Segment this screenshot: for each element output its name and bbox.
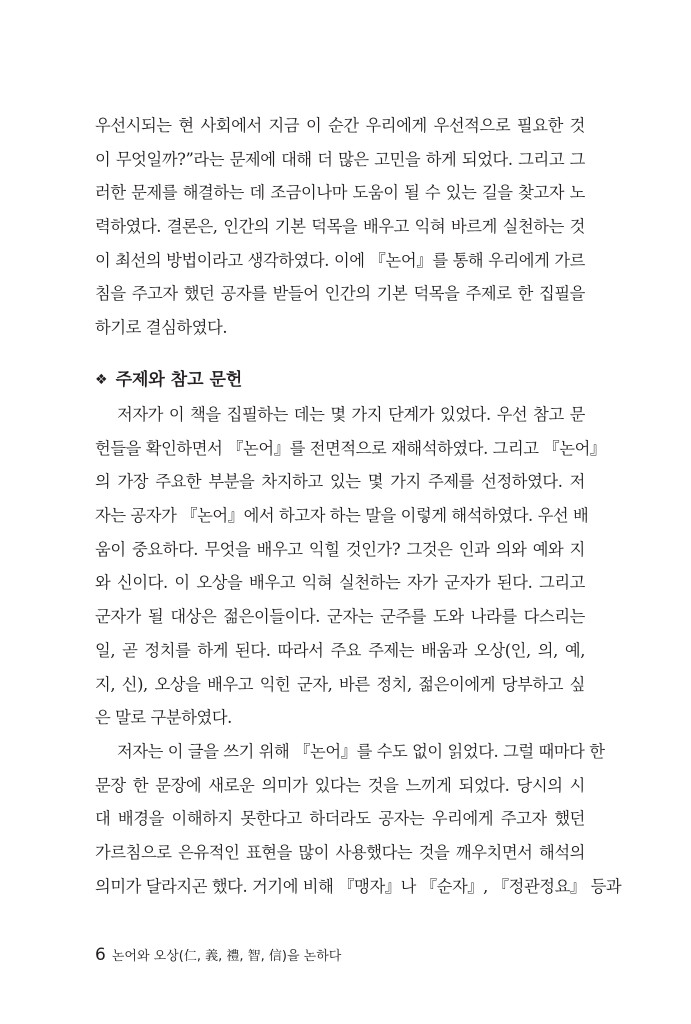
text-line: 우선시되는 현 사회에서 지금 이 순간 우리에게 우선적으로 필요한 것 — [95, 116, 585, 135]
text-line: 가르침으로 은유적인 표현을 많이 사용했다는 것을 깨우치면서 해석의 — [95, 842, 585, 862]
text-line: 이 최선의 방법이라고 생각하였다. 이에 『논어』를 통해 우리에게 가르 — [95, 250, 585, 270]
text-line: 침을 주고자 했던 공자를 받들어 인간의 기본 덕목을 주제로 한 집필을 — [95, 284, 585, 304]
text-line: 의 가장 주요한 부분을 차지하고 있는 몇 가지 주제를 선정하였다. 저 — [95, 472, 585, 492]
text-line: 저자는 이 글을 쓰기 위해 『논어』를 수도 없이 읽었다. 그럴 때마다 한 — [117, 741, 605, 761]
diamond-bullet-icon: ❖ — [95, 372, 108, 388]
text-line: 대 배경을 이해하지 못한다고 하더라도 공자는 우리에게 주고자 했던 — [95, 809, 585, 829]
text-line: 헌들을 확인하면서 『논어』를 전면적으로 재해석하였다. 그리고 『논어』 — [95, 438, 606, 458]
page-number: 6 — [95, 945, 106, 965]
paragraph-intro-continued — [95, 109, 585, 345]
text-line: 와 신이다. 이 오상을 배우고 익혀 실천하는 자가 군자가 된다. 그리고 — [95, 573, 585, 593]
text-line: 움이 중요하다. 무엇을 배우고 익힐 것인가? 그것은 인과 의와 예와 지 — [95, 539, 585, 559]
text-line: 력하였다. 결론은, 인간의 기본 덕목을 배우고 익혀 바르게 실천하는 것 — [95, 217, 585, 237]
text-line: 하기로 결심하였다. — [95, 318, 228, 338]
section-heading-title: 주제와 참고 문헌 — [115, 370, 243, 390]
text-line: 문장 한 문장에 새로운 의미가 있다는 것을 느끼게 되었다. 당시의 시 — [95, 775, 585, 795]
text-line: 자는 공자가 『논어』에서 하고자 하는 말을 이렇게 해석하였다. 우선 배 — [95, 506, 589, 526]
text-line: 지, 신), 오상을 배우고 익힌 군자, 바른 정치, 젊은이에게 당부하고 싶 — [95, 674, 585, 694]
text-line: 의미가 달라지곤 했다. 거기에 비해 『맹자』나 『순자』, 『정관정요』 등과 — [95, 876, 622, 896]
section-heading — [95, 367, 242, 393]
text-line: 일, 곧 정치를 하게 된다. 따라서 주요 주제는 배움과 오상(인, 의, 예, — [95, 640, 585, 660]
text-line: 군자가 될 대상은 젊은이들이다. 군자는 군주를 도와 나라를 다스리는 — [95, 607, 585, 627]
section-body — [95, 398, 622, 903]
text-line: 은 말로 구분하였다. — [95, 708, 232, 728]
text-line: 이 무엇일까?”라는 문제에 대해 더 많은 고민을 하게 되었다. 그리고 그 — [95, 149, 585, 169]
page-footer — [95, 944, 341, 966]
running-title: 논어와 오상(仁, 義, 禮, 智, 信)을 논하다 — [111, 949, 342, 964]
text-line: 저자가 이 책을 집필하는 데는 몇 가지 단계가 있었다. 우선 참고 문 — [117, 405, 585, 424]
text-line: 러한 문제를 해결하는 데 조금이나마 도움이 될 수 있는 길을 찾고자 노 — [95, 183, 585, 203]
